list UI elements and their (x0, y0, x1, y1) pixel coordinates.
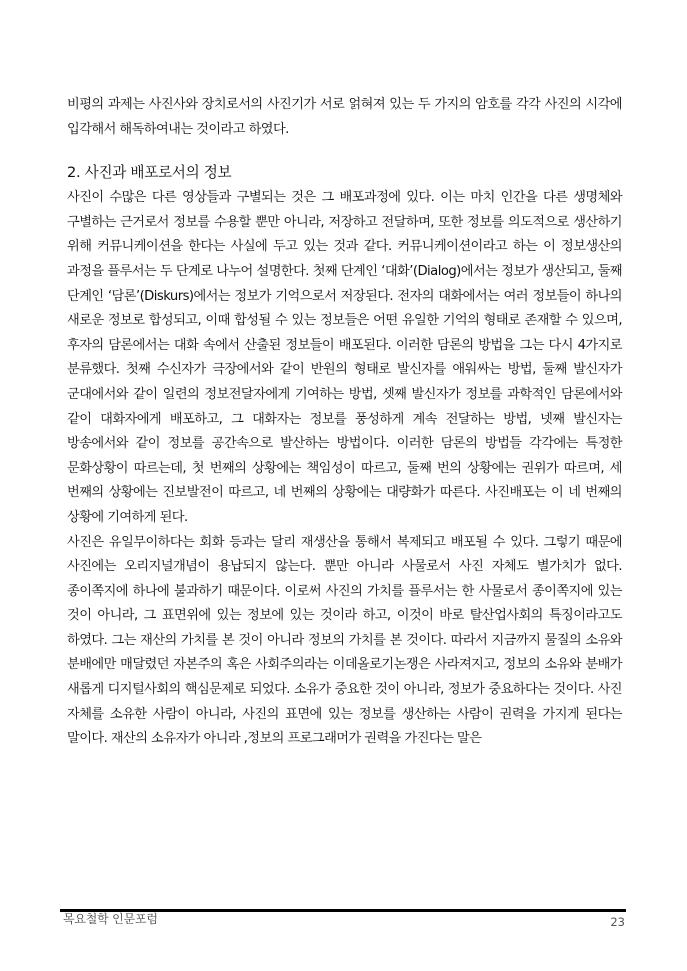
body-paragraph-2: 사진은 유일무이하다는 회화 등과는 달리 재생산을 통해서 복제되고 배포될 수 있다. 그렇기 때문에 사진에는 오리지널개념이 용납되지 않는다. 뿐만 아니라 사물로서 사진 자체도 별가치가 없다. 종이쪽지에 하나에 불과하기 때문이다. 이로써 사진의 가치를 플루서는 한 사물로서 종이쪽지에 있는 것이 아니라, 그 표면위에 있는 정보에 있는 것이라 하고, 이것이 바로 탈산업사회의 특징이라고도 하였다. 그는 재산의 가치를 본 것이 아니라 정보의 가치를 본 것이다. 따라서 지금까지 물질의 소유와 분배에만 매달렸던 자본주의 혹은 사회주의라는 이데올로기논쟁은 사라져지고, 정보의 소유와 분배가 새롭게 디지털사회의 핵심문제로 되었다. 소유가 중요한 것이 아니라, 정보가 중요하다는 것이다. 사진 자체를 소유한 사람이 아니라, 사진의 표면에 있는 정보를 생산하는 사람이 권력을 가지게 된다는 말이다. 재산의 소유자가 아니라 ,정보의 프로그래머가 권력을 가진다는 말은 (67, 534, 622, 747)
intro-paragraph: 비평의 과제는 사진사와 장치로서의 사진기가 서로 얽혀져 있는 두 가지의 암호를 각각 사진의 시각에 입각해서 해독하여내는 것이라고 하였다. (67, 97, 622, 137)
body-paragraph-1: 사진이 수많은 다른 영상들과 구별되는 것은 그 배포과정에 있다. 이는 마치 인간을 다른 생명체와 구별하는 근거로서 정보를 수용할 뿐만 아니라, 저장하고 전달하며, 또한 정보를 의도적으로 생산하기 위해 커뮤니케이션을 한다는 사실에 두고 있는 것과 같다. 커뮤니케이션이라고 하는 이 정보생산의 과정을 플루서는 두 단계로 나누어 설명한다. 첫째 단계인 ‘대화’(Dialog)에서는 정보가 생산되고, 둘째 단계인 ‘담론’(Diskurs)에서는 정보가 기억으로서 저장된다. 전자의 대화에서는 여러 정보들이 하나의 새로운 정보로 합성되고, 이때 합성될 수 있는 정보들은 어떤 유일한 기억의 형태로 존재할 수 있으며, 후자의 담론에서는 대화 속에서 산출된 정보들이 배포된다. 이러한 담론의 방법을 그는 다시 4가지로 분류했다. 첫째 수신자가 극장에서와 같이 반원의 형태로 발신자를 애워싸는 방법, 둘째 발신자가 군대에서와 같이 일련의 정보전달자에게 기여하는 방법, 셋째 발신자가 정보를 과학적인 담론에서와 같이 대화자에게 배포하고, 그 대화자는 정보를 풍성하게 계속 전달하는 방법, 넷째 발신자는 방송에서와 같이 정보를 공간속으로 발산하는 방법이다. 이러한 담론의 방법들 각각에는 특정한 문화상황이 따르는데, 첫 번째의 상황에는 책임성이 따르고, 둘째 번의 상황에는 권위가 따르며, 세 번째의 상황에는 진보발전이 따르고, 네 번째의 상황에는 대량화가 따른다. 사진배포는 이 네 번째의 상황에 기여하게 된다. (67, 190, 622, 525)
footer-publication-title: 목요철학 인문포럼 (63, 912, 158, 926)
page-number: 23 (610, 915, 625, 929)
section-heading: 2. 사진과 배포로서의 정보 (67, 164, 232, 182)
page-body (67, 93, 622, 752)
